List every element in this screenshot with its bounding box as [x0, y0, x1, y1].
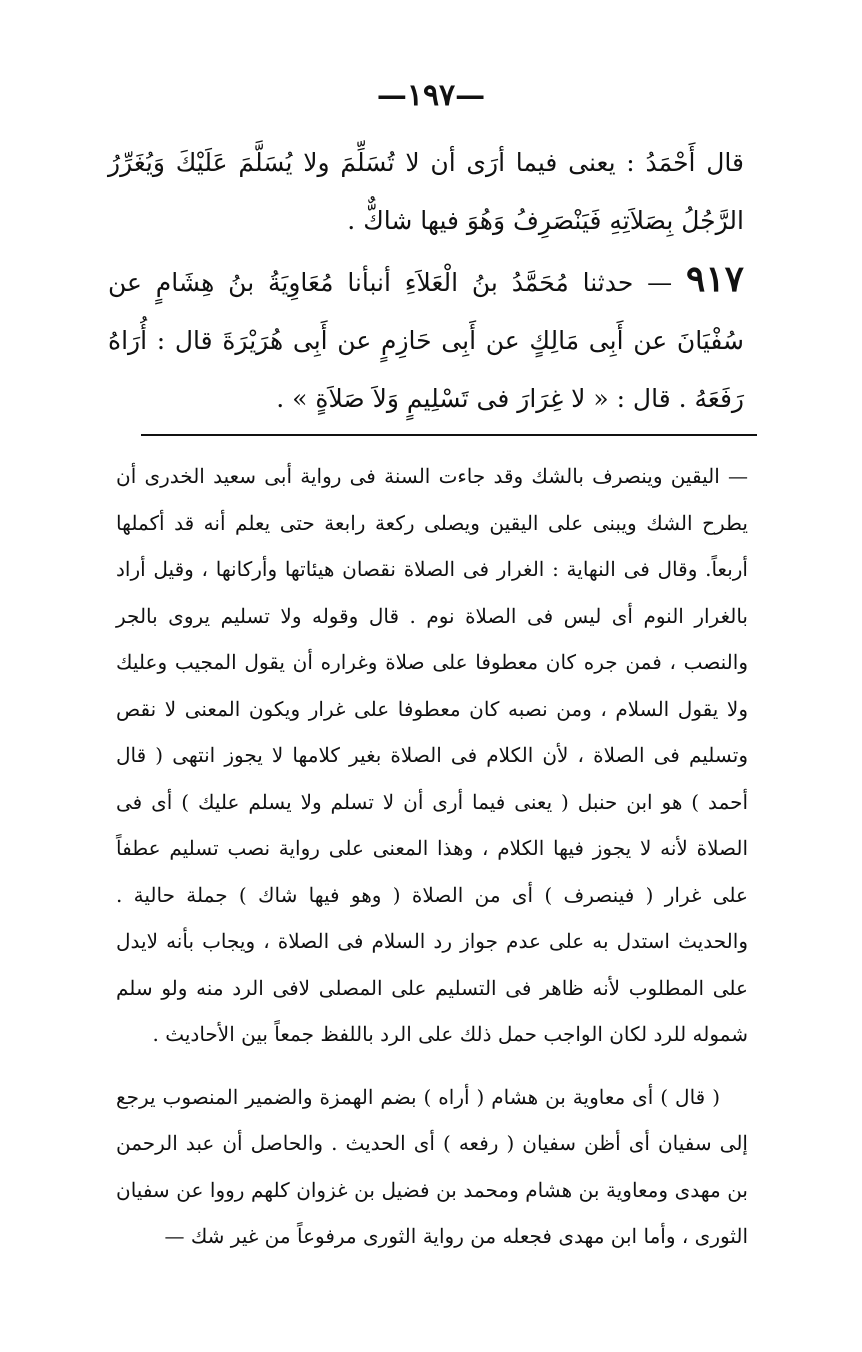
hadith-number: ٩١٧	[685, 258, 744, 300]
hadith-paragraph	[108, 250, 744, 428]
commentary-paragraph-2: ( قال ) أى معاوية بن هشام ( أراه ) بضم الهمزة والضمير المنصوب يرجع إلى سفيان أى أظن سفيان ( رفعه ) أى الحديث . والحاصل أن عبد الرحمن بن مهدى ومعاوية بن هشام ومحمد بن فضيل بن غزوان كلهم رووا عن سفيان الثورى ، وأما ابن مهدى فجعله من رواية الثورى مرفوعاً من غير شك —	[116, 1084, 748, 1248]
commentary-paragraph-1: — اليقين وينصرف بالشك وقد جاءت السنة فى رواية أبى سعيد الخدرى أن يطرح الشك ويبنى على اليقين ويصلى ركعة رابعة حتى يعلم أنه قد أكملها أربعاً. وقال فى النهاية : الغرار فى الصلاة نقصان هيئاتها وأركانها ، وقيل أراد بالغرار النوم أى ليس فى الصلاة نوم . قال وقوله ولا تسليم يروى بالجر والنصب ، فمن جره كان معطوفا على صلاة وغراره أن يقول المجيب وعليك ولا يقول السلام ، ومن نصبه كان معطوفا على غرار ويكون المعنى لا نقص وتسليم فى الصلاة ، لأن الكلام فى الصلاة بغير كلامها لا يجوز انتهى ( قال أحمد ) هو ابن حنبل ( يعنى فيما أرى أن لا تسلم ولا يسلم عليك ) أى فى الصلاة لأنه لا يجوز فيها الكلام ، وهذا المعنى على رواية نصب تسليم عطفاً على غرار ( فينصرف ) أى من الصلاة ( وهو فيها شاك ) جملة حالية . والحديث استدل به على عدم جواز رد السلام فى الصلاة ، ويجاب بأنه لايدل على المطلوب لأنه ظاهر فى التسليم على المصلى لافى الرد منه ولو سلم شموله للرد لكان الواجب حمل ذلك على الرد باللفظ جمعاً بين الأحاديث .	[116, 464, 748, 1046]
hadith-text: — حدثنا مُحَمَّدُ بنُ الْعَلاَءِ أنبأنا مُعَاوِيَةُ بنُ هِشَامٍ عن سُفْيَانَ عن أَبِى مَالِكٍ عن أَبِى حَازِمٍ عن أَبِى هُرَيْرَةَ قال : أُرَاهُ رَفَعَهُ . قال : « لا غِرَارَ فى تَسْلِيمٍ وَلاَ صَلاَةٍ » .	[108, 268, 744, 413]
opening-paragraph: قال أَحْمَدُ : يعنى فيما أرَى أن لا تُسَلِّمَ ولا يُسَلَّمَ عَلَيْكَ وَيُغَرِّرُ الرَّجُلُ بِصَلاَتِهِ فَيَنْصَرِفُ وَهُوَ فيها شاكٌّ .	[108, 148, 744, 235]
commentary	[116, 453, 748, 1260]
main-text	[108, 134, 744, 428]
footnote-divider	[141, 434, 757, 436]
page-number: —١٩٧—	[376, 78, 486, 113]
